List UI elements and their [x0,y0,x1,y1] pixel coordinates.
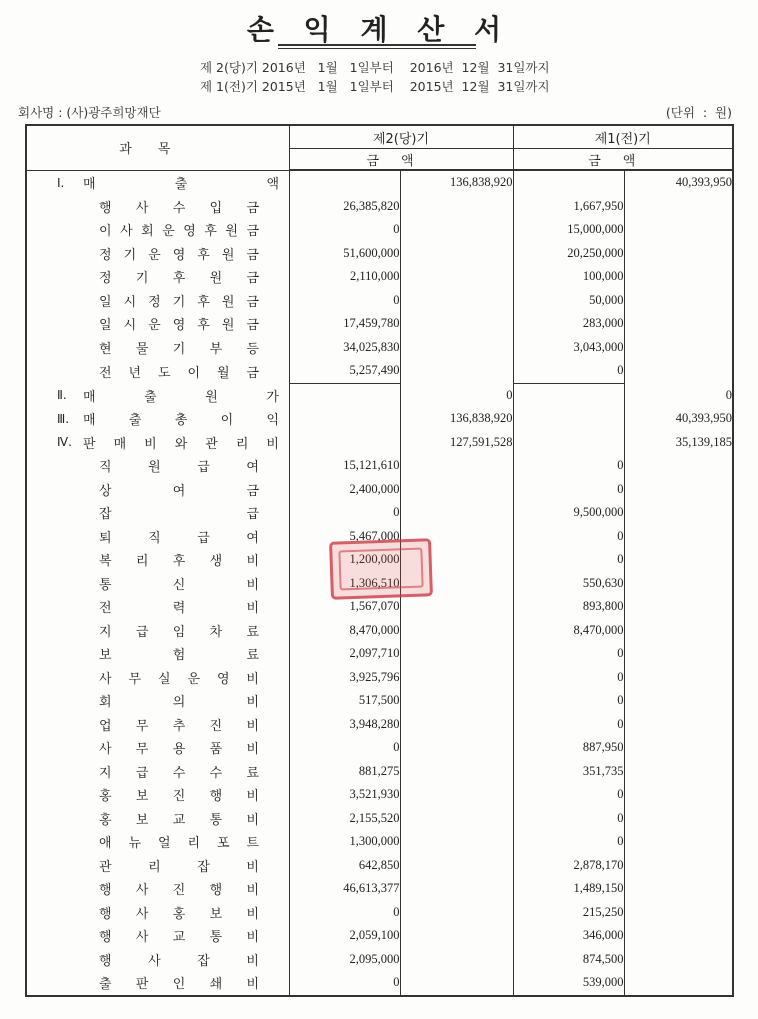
prior-total-amount [624,713,733,737]
current-total-amount [400,195,513,219]
table-row [26,195,733,219]
current-detail-amount: 2,059,100 [289,924,400,948]
current-total-amount [400,454,513,478]
current-detail-amount: 5,257,490 [289,359,400,383]
prior-detail-amount: 0 [513,359,624,383]
current-detail-amount: 2,095,000 [289,948,400,972]
prior-detail-amount: 539,000 [513,971,624,996]
prior-detail-amount: 0 [513,548,624,572]
prior-detail-amount: 3,043,000 [513,336,624,360]
account-name: 애 뉴 얼 리 포 트 [99,836,259,852]
table-row [26,454,733,478]
subject-cell [26,407,289,431]
account-name: 지 급 수 수 료 [99,765,259,781]
account-name: 잡 급 [99,507,259,523]
prior-detail-amount [513,431,624,455]
current-detail-amount [289,170,400,195]
account-name: 업 무 추 진 비 [99,718,259,734]
prior-detail-amount: 874,500 [513,948,624,972]
table-row [26,666,733,690]
current-detail-amount: 46,613,377 [289,877,400,901]
prior-total-amount [624,924,733,948]
account-name: 현 물 기 부 등 [99,341,259,357]
section-name: 매 출 총 이 익 [83,413,279,429]
current-total-amount [400,312,513,336]
current-total-amount [400,948,513,972]
current-total-amount [400,501,513,525]
prior-detail-amount: 0 [513,454,624,478]
subject-cell [26,854,289,878]
subject-cell [26,948,289,972]
prior-total-amount: 0 [624,383,733,407]
current-detail-amount: 15,121,610 [289,454,400,478]
table-row [26,218,733,242]
current-detail-amount: 8,470,000 [289,619,400,643]
prior-detail-amount: 893,800 [513,595,624,619]
table-row [26,807,733,831]
account-name: 홍 보 진 행 비 [99,789,259,805]
table-row [26,901,733,925]
current-detail-amount: 3,521,930 [289,783,400,807]
prior-total-amount [624,807,733,831]
section-number: Ⅲ. [57,411,70,426]
current-total-amount [400,830,513,854]
section-row [26,407,733,431]
account-name: 출 판 인 쇄 비 [99,977,259,993]
account-name: 사 무 용 품 비 [99,742,259,758]
account-name: 전 년 도 이 월 금 [99,365,259,381]
current-total-amount [400,854,513,878]
prior-detail-amount: 550,630 [513,572,624,596]
prior-detail-amount: 346,000 [513,924,624,948]
table-row [26,736,733,760]
subject-cell [26,170,289,195]
table-row [26,336,733,360]
prior-detail-amount: 0 [513,783,624,807]
prior-total-amount [624,971,733,996]
current-period-header: 제2(당)기 [289,125,513,149]
red-seal-stamp [329,538,433,600]
current-detail-amount [289,431,400,455]
prior-total-amount [624,501,733,525]
prior-detail-amount: 9,500,000 [513,501,624,525]
current-total-amount [400,265,513,289]
table-row [26,642,733,666]
section-number: Ⅱ. [57,388,67,402]
table-row [26,478,733,502]
prior-total-amount [624,760,733,784]
current-total-amount [400,289,513,313]
prior-total-amount [624,525,733,549]
current-total-amount [400,736,513,760]
current-detail-amount: 17,459,780 [289,312,400,336]
current-total-amount: 127,591,528 [400,431,513,455]
prior-total-amount [624,548,733,572]
prior-total-amount [624,572,733,596]
subject-cell [26,548,289,572]
current-detail-amount: 881,275 [289,760,400,784]
current-total-amount [400,642,513,666]
current-detail-amount: 0 [289,501,400,525]
account-name: 행 사 수 입 금 [99,200,259,216]
prior-total-amount [624,689,733,713]
prior-amount-header: 금액 [513,149,733,171]
subject-cell [26,312,289,336]
subject-cell [26,383,289,407]
current-detail-amount: 3,948,280 [289,713,400,737]
current-total-amount [400,666,513,690]
prior-total-amount [624,666,733,690]
table-row [26,971,733,996]
prior-total-amount [624,478,733,502]
current-total-amount [400,971,513,996]
current-detail-amount: 0 [289,971,400,996]
current-total-amount [400,877,513,901]
subject-cell [26,901,289,925]
current-detail-amount: 2,155,520 [289,807,400,831]
subject-cell [26,877,289,901]
account-name: 통 신 비 [99,577,259,593]
account-name: 일 시 정 기 후 원 금 [99,294,259,310]
subject-cell [26,265,289,289]
current-detail-amount: 0 [289,289,400,313]
section-number: Ⅰ. [57,175,65,190]
prior-total-amount [624,901,733,925]
account-name: 상 여 금 [99,483,259,499]
current-detail-amount: 3,925,796 [289,666,400,690]
current-detail-amount: 0 [289,218,400,242]
section-name: 매 출 액 [83,177,279,192]
current-detail-amount: 1,306,510 [289,572,400,596]
account-name: 행 사 잡 비 [99,953,259,969]
account-name: 홍 보 교 통 비 [99,812,259,828]
prior-total-amount [624,359,733,383]
account-name: 전 력 비 [99,601,259,617]
prior-detail-amount: 1,489,150 [513,877,624,901]
prior-detail-amount: 0 [513,713,624,737]
current-total-amount [400,478,513,502]
current-amount-header: 금액 [289,149,513,171]
account-name: 행 사 교 통 비 [99,930,259,946]
current-total-amount [400,783,513,807]
account-name: 사 무 실 운 영 비 [99,671,259,687]
current-detail-amount [289,383,400,407]
account-name: 복 리 후 생 비 [99,554,259,570]
prior-total-amount [624,195,733,219]
account-name: 행 사 진 행 비 [99,883,259,899]
prior-total-amount [624,454,733,478]
prior-detail-amount: 0 [513,830,624,854]
subject-cell [26,501,289,525]
subject-cell [26,218,289,242]
section-row [26,383,733,407]
subject-cell [26,736,289,760]
section-name: 매 출 원 가 [83,389,279,405]
current-total-amount [400,619,513,643]
table-row [26,830,733,854]
prior-total-amount [624,336,733,360]
subject-cell [26,525,289,549]
prior-detail-amount: 0 [513,666,624,690]
subject-cell [26,689,289,713]
title-underline-thin [278,48,476,49]
subject-cell [26,595,289,619]
subject-cell [26,830,289,854]
section-row [26,170,733,195]
prior-total-amount [624,642,733,666]
account-name: 퇴 직 급 여 [99,530,259,546]
prior-total-amount [624,312,733,336]
table-row [26,265,733,289]
period-prior: 제 1(전)기 2015년 1월 1일부터 2015년 12월 31일까지 [200,79,550,94]
prior-total-amount [624,218,733,242]
table-row [26,501,733,525]
prior-detail-amount: 0 [513,525,624,549]
current-total-amount [400,713,513,737]
account-name: 관 리 잡 비 [99,859,259,875]
prior-total-amount [624,736,733,760]
current-detail-amount: 2,110,000 [289,265,400,289]
subject-cell [26,572,289,596]
prior-detail-amount [513,170,624,195]
table-row [26,948,733,972]
table-row [26,312,733,336]
prior-detail-amount: 15,000,000 [513,218,624,242]
current-total-amount [400,689,513,713]
current-detail-amount: 26,385,820 [289,195,400,219]
table-row [26,924,733,948]
table-row [26,289,733,313]
table-row [26,760,733,784]
prior-detail-amount: 100,000 [513,265,624,289]
subject-cell [26,807,289,831]
section-row [26,431,733,455]
section-name: 판 매 비 와 관 리 비 [83,436,279,452]
title-underline [278,44,476,46]
current-detail-amount: 2,097,710 [289,642,400,666]
current-total-amount: 136,838,920 [400,407,513,431]
current-total-amount [400,924,513,948]
account-name: 이 사 회 운 영 후 원 금 [99,224,259,240]
subject-cell [26,336,289,360]
section-number: Ⅳ. [57,435,72,450]
prior-total-amount [624,619,733,643]
prior-detail-amount: 50,000 [513,289,624,313]
prior-total-amount [624,265,733,289]
subject-cell [26,195,289,219]
prior-total-amount [624,289,733,313]
table-row [26,783,733,807]
subject-cell [26,642,289,666]
prior-detail-amount: 887,950 [513,736,624,760]
prior-detail-amount: 1,667,950 [513,195,624,219]
prior-total-amount [624,948,733,972]
current-total-amount [400,807,513,831]
account-name: 일 시 운 영 후 원 금 [99,318,259,334]
current-detail-amount: 1,567,070 [289,595,400,619]
table-row [26,877,733,901]
current-detail-amount: 1,200,000 [289,548,400,572]
prior-detail-amount: 0 [513,807,624,831]
subject-cell [26,713,289,737]
subject-cell [26,971,289,996]
current-detail-amount: 1,300,000 [289,830,400,854]
prior-detail-amount: 0 [513,478,624,502]
subject-cell [26,454,289,478]
document-title: 손 익 계 산 서 [246,13,512,46]
current-total-amount [400,359,513,383]
subject-header: 과목 [26,125,289,170]
account-name: 회 의 비 [99,695,259,711]
prior-detail-amount: 0 [513,689,624,713]
current-total-amount [400,901,513,925]
table-row [26,854,733,878]
current-detail-amount: 0 [289,901,400,925]
current-detail-amount: 0 [289,736,400,760]
subject-cell [26,478,289,502]
prior-detail-amount: 2,878,170 [513,854,624,878]
current-detail-amount: 34,025,830 [289,336,400,360]
table-row [26,242,733,266]
prior-detail-amount: 351,735 [513,760,624,784]
prior-detail-amount [513,383,624,407]
account-name: 정 기 후 원 금 [99,271,259,287]
subject-cell [26,760,289,784]
account-name: 지 급 임 차 료 [99,624,259,640]
subject-cell [26,619,289,643]
prior-detail-amount: 20,250,000 [513,242,624,266]
prior-detail-amount: 0 [513,642,624,666]
current-detail-amount: 517,500 [289,689,400,713]
current-detail-amount [289,407,400,431]
current-total-amount [400,760,513,784]
subject-cell [26,924,289,948]
subject-cell [26,242,289,266]
prior-detail-amount: 215,250 [513,901,624,925]
prior-total-amount: 40,393,950 [624,170,733,195]
table-row [26,619,733,643]
subject-cell [26,666,289,690]
account-name: 보 험 료 [99,648,259,664]
current-total-amount [400,595,513,619]
current-detail-amount: 51,600,000 [289,242,400,266]
account-name: 정 기 운 영 후 원 금 [99,247,259,263]
prior-detail-amount [513,407,624,431]
current-total-amount: 0 [400,383,513,407]
prior-total-amount: 40,393,950 [624,407,733,431]
table-row [26,359,733,383]
prior-period-header: 제1(전)기 [513,125,733,149]
subject-cell [26,783,289,807]
current-total-amount [400,242,513,266]
prior-detail-amount: 283,000 [513,312,624,336]
table-row [26,595,733,619]
subject-cell [26,359,289,383]
company-name: 회사명 : (사)광주희망재단 [18,105,161,120]
prior-detail-amount: 8,470,000 [513,619,624,643]
prior-total-amount [624,783,733,807]
prior-total-amount [624,242,733,266]
current-total-amount [400,336,513,360]
prior-total-amount [624,595,733,619]
prior-total-amount: 35,139,185 [624,431,733,455]
table-row [26,713,733,737]
prior-total-amount [624,854,733,878]
account-name: 행 사 홍 보 비 [99,906,259,922]
prior-total-amount [624,830,733,854]
period-current: 제 2(당)기 2016년 1월 1일부터 2016년 12월 31일까지 [200,60,550,75]
account-name: 직 원 급 여 [99,460,259,476]
table-row [26,689,733,713]
current-detail-amount: 642,850 [289,854,400,878]
subject-cell [26,431,289,455]
unit-label: (단위 : 원) [665,105,732,120]
current-detail-amount: 2,400,000 [289,478,400,502]
prior-total-amount [624,877,733,901]
subject-cell [26,289,289,313]
current-detail-amount: 5,467,000 [289,525,400,549]
current-total-amount [400,218,513,242]
current-total-amount: 136,838,920 [400,170,513,195]
